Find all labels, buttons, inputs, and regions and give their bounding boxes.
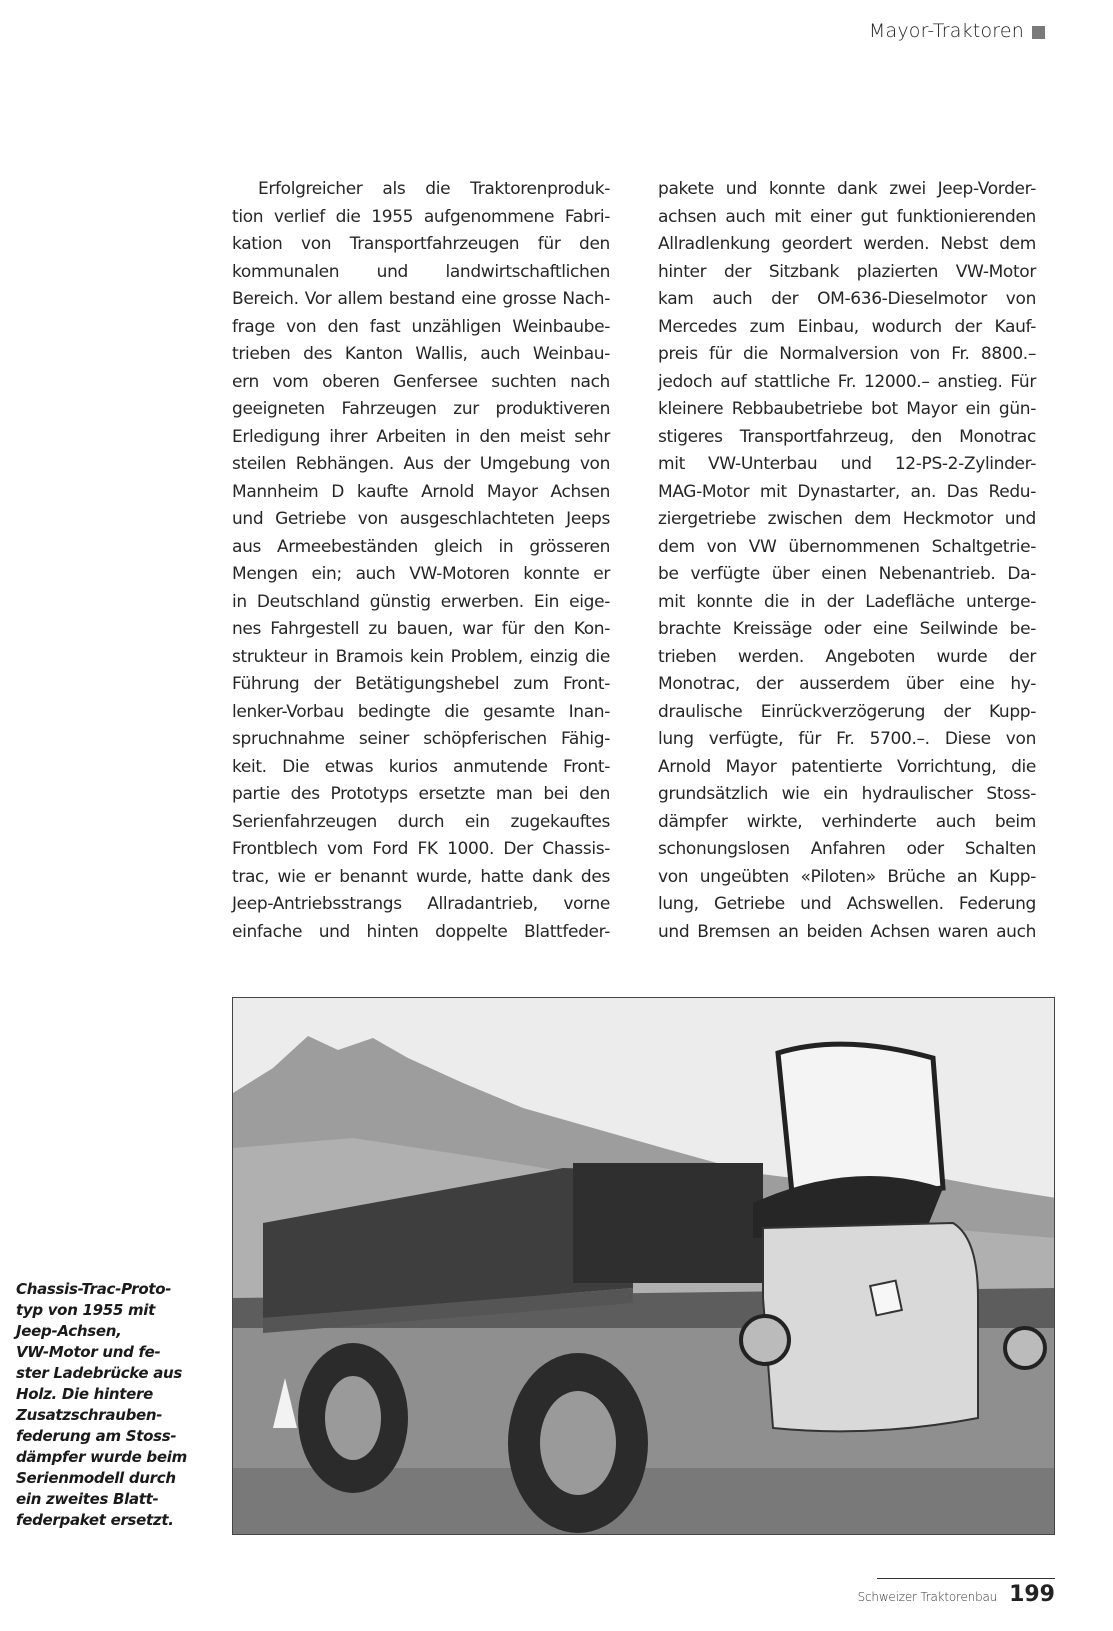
text-line: Monotrac, der ausserdem über eine hy- bbox=[658, 674, 1036, 694]
text-line: Frontblech vom Ford FK 1000. Der Chassis- bbox=[232, 839, 610, 859]
text-line: spruchnahme seiner schöpferischen Fähig- bbox=[232, 729, 610, 749]
text-line: Allradlenkung geordert werden. Nebst dem bbox=[658, 234, 1036, 254]
text-line: schonungslosen Anfahren oder Schalten bbox=[658, 839, 1036, 859]
text-line: kleinere Rebbaubetriebe bot Mayor ein gün- bbox=[658, 399, 1036, 419]
text-line: trieben des Kanton Wallis, auch Weinbau- bbox=[232, 344, 610, 364]
text-line: ern vom oberen Genfersee suchten nach bbox=[232, 371, 610, 392]
text-line: Jeep-Antriebsstrangs Allradantrieb, vorne bbox=[232, 894, 610, 914]
caption-line: ster Ladebrücke aus bbox=[16, 1364, 183, 1382]
text-line: nes Fahrgestell zu bauen, war für den Kon- bbox=[232, 619, 610, 639]
text-line: pakete und konnte dank zwei Jeep-Vorder- bbox=[658, 179, 1036, 199]
text-line: von ungeübten «Piloten» Brüche an Kupp- bbox=[658, 866, 1036, 887]
text-line: preis für die Normalversion von Fr. 8800.– bbox=[658, 344, 1036, 364]
text-line: kation von Transportfahrzeugen für den bbox=[232, 234, 610, 254]
page-number: 199 bbox=[1009, 1582, 1055, 1607]
square-marker-icon bbox=[1032, 26, 1045, 39]
text-line: Erledigung ihrer Arbeiten in den meist sehr bbox=[232, 426, 610, 447]
caption-line: dämpfer wurde beim bbox=[16, 1448, 187, 1466]
text-line: Mannheim D kaufte Arnold Mayor Achsen bbox=[232, 481, 610, 502]
text-line: lung verfügte, für Fr. 5700.–. Diese von bbox=[658, 729, 1036, 749]
text-line: mit VW-Unterbau und 12-PS-2-Zylinder- bbox=[658, 454, 1036, 474]
text-line: keit. Die etwas kurios anmutende Front- bbox=[232, 756, 610, 777]
text-line: kommunalen und landwirtschaftlichen bbox=[232, 261, 610, 282]
text-line: draulische Einrückverzögerung der Kupp- bbox=[658, 701, 1036, 722]
caption-line: federung am Stoss- bbox=[16, 1427, 177, 1445]
text-line: partie des Prototyps ersetzte man bei den bbox=[232, 784, 610, 804]
text-line: trac, wie er benannt wurde, hatte dank des bbox=[232, 866, 610, 887]
text-line: Mengen ein; auch VW-Motoren konnte er bbox=[232, 564, 610, 584]
footer-divider bbox=[877, 1578, 1055, 1579]
text-line: Führung der Betätigungshebel zum Front- bbox=[232, 674, 610, 694]
text-line: achsen auch mit einer gut funktionierenden bbox=[658, 206, 1036, 227]
text-line: jedoch auf stattliche Fr. 12000.– anstieg. Für bbox=[658, 371, 1036, 392]
page-footer bbox=[858, 1582, 1055, 1607]
text-line: Erfolgreicher als die Traktorenproduk- bbox=[258, 179, 610, 199]
text-line: tion verlief die 1955 aufgenommene Fabri- bbox=[232, 206, 610, 227]
text-line: stigeres Transportfahrzeug, den Monotrac bbox=[658, 426, 1036, 447]
caption-line: VW-Motor und fe- bbox=[16, 1343, 161, 1361]
text-line: und Getriebe von ausgeschlachteten Jeeps bbox=[232, 509, 610, 529]
text-line: Arnold Mayor patentierte Vorrichtung, die bbox=[658, 756, 1036, 777]
caption-line: ein zweites Blatt- bbox=[16, 1490, 159, 1508]
text-column-left bbox=[232, 176, 610, 946]
text-line: einfache und hinten doppelte Blattfeder- bbox=[232, 921, 610, 942]
text-line: strukteur in Bramois kein Problem, einzig die bbox=[232, 646, 610, 667]
text-line: mit konnte die in der Ladefläche unterge- bbox=[658, 591, 1036, 612]
text-line: dem von VW übernommenen Schaltgetrie- bbox=[658, 536, 1036, 557]
running-header bbox=[869, 20, 1045, 42]
caption-line: typ von 1955 mit bbox=[16, 1301, 156, 1319]
caption-line: Serienmodell durch bbox=[16, 1469, 176, 1487]
text-line: grundsätzlich wie ein hydraulischer Stoss- bbox=[658, 784, 1036, 804]
text-column-right bbox=[658, 176, 1036, 946]
text-line: brachte Kreissäge oder eine Seilwinde be- bbox=[658, 619, 1036, 639]
text-line: ziergetriebe zwischen dem Heckmotor und bbox=[658, 509, 1036, 529]
text-line: kam auch der OM-636-Dieselmotor von bbox=[658, 289, 1036, 309]
caption-line: Jeep-Achsen, bbox=[16, 1322, 122, 1340]
text-line: Mercedes zum Einbau, wodurch der Kauf- bbox=[658, 316, 1036, 337]
book-title: Schweizer Traktorenbau bbox=[857, 1590, 998, 1604]
running-title: Mayor-Traktoren bbox=[868, 20, 1024, 42]
text-line: aus Armeebeständen gleich in grösseren bbox=[232, 536, 610, 557]
text-line: und Bremsen an beiden Achsen waren auch bbox=[658, 921, 1036, 942]
text-line: trieben werden. Angeboten wurde der bbox=[658, 646, 1036, 667]
caption-line: Holz. Die hintere bbox=[16, 1385, 153, 1403]
caption-line: Zusatzschrauben- bbox=[16, 1406, 163, 1424]
chassis-trac-photo-illustration bbox=[233, 998, 1055, 1535]
text-line: steilen Rebhängen. Aus der Umgebung von bbox=[232, 454, 610, 474]
text-line: dämpfer wirkte, verhinderte auch beim bbox=[658, 811, 1036, 832]
text-line: geeigneten Fahrzeugen zur produktiveren bbox=[232, 399, 610, 419]
text-line: hinter der Sitzbank plazierten VW-Motor bbox=[658, 261, 1036, 282]
caption-line: federpaket ersetzt. bbox=[16, 1511, 174, 1529]
text-line: MAG-Motor mit Dynastarter, an. Das Redu- bbox=[658, 481, 1036, 502]
tractor-photo bbox=[232, 997, 1055, 1535]
text-line: Bereich. Vor allem bestand eine grosse Nach- bbox=[232, 289, 610, 309]
text-line: lung, Getriebe und Achswellen. Federung bbox=[658, 894, 1036, 914]
text-line: be verfügte über einen Nebenantrieb. Da- bbox=[658, 564, 1036, 584]
text-line: Serienfahrzeugen durch ein zugekauftes bbox=[232, 811, 610, 832]
photo-caption bbox=[16, 1279, 216, 1531]
text-line: in Deutschland günstig erwerben. Ein eige- bbox=[232, 591, 610, 612]
text-line: lenker-Vorbau bedingte die gesamte Inan- bbox=[232, 701, 610, 722]
text-line: frage von den fast unzähligen Weinbaube- bbox=[232, 316, 610, 337]
caption-line: Chassis-Trac-Proto- bbox=[16, 1280, 172, 1298]
